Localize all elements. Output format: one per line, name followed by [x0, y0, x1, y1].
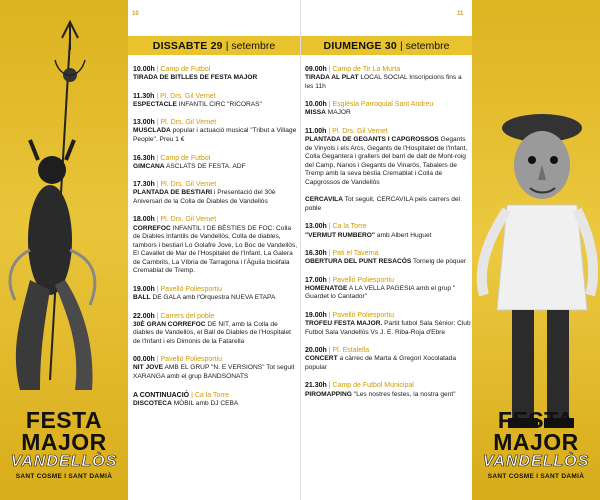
- event-heading: [133, 285, 299, 294]
- event-description: Partit futbol Sala Sènior: Club Futbol Sala Vandellòs Vs J. E. Riba-Roja d'Ebre: [305, 320, 471, 336]
- event-heading: [133, 215, 299, 224]
- sunday-day-title: DIUMENGE 30: [323, 39, 397, 52]
- event-place: Pavelló Poliesportiu: [160, 285, 222, 293]
- event-body: [133, 189, 299, 206]
- event-time: 00.00h: [133, 356, 155, 364]
- event-title: CORREFOC: [133, 224, 171, 232]
- event-title: NIT JOVE: [133, 364, 164, 372]
- event-place: Pavelló Poliesportiu: [332, 312, 394, 319]
- event-body: [305, 136, 471, 187]
- event-description: a càrrec de Marta & Gregori Xocolatada popular: [305, 355, 456, 371]
- event-item: [133, 92, 299, 110]
- event-title: TIRADA DE BITLLES DE FESTA MAJOR: [133, 74, 258, 82]
- logo-festa: FESTA: [25, 407, 103, 434]
- event-heading: [133, 92, 299, 101]
- event-body: [133, 163, 299, 172]
- event-item: [133, 312, 299, 347]
- logo-major: MAJOR: [493, 429, 579, 456]
- event-body: [133, 101, 299, 110]
- saturday-day-title: DISSABTE 29: [152, 39, 223, 52]
- event-body: [305, 196, 471, 213]
- header-separator: |: [225, 39, 229, 52]
- event-place: Pl. Drs. Gil Vernet: [160, 216, 217, 224]
- event-item: [305, 222, 471, 240]
- logo-saints: SANT COSME I SANT DAMIÀ: [15, 473, 113, 480]
- event-title: MISSA: [305, 109, 326, 117]
- event-separator: |: [326, 250, 333, 258]
- logo-major: MAJOR: [21, 429, 107, 456]
- event-place: Pl. Estalella: [332, 347, 370, 355]
- event-time: 16.30h: [133, 154, 155, 162]
- event-description: Tot seguit, CERCAVILA pels carrers del poble: [305, 196, 461, 212]
- event-place: Camp de Tir La Murta: [332, 66, 401, 73]
- sunday-month: setembre: [405, 39, 450, 52]
- page-number-left: 10: [132, 11, 139, 17]
- event-time: 10.00h: [133, 66, 155, 73]
- event-heading: [305, 381, 471, 390]
- event-body: [305, 285, 471, 302]
- event-heading: [133, 180, 299, 189]
- event-title: ESPECTACLE: [133, 100, 177, 108]
- event-heading: [305, 276, 471, 285]
- event-heading: [305, 127, 471, 136]
- event-description: DE GALA amb l'Orquestra NUEVA ETAPA: [152, 293, 276, 301]
- event-title: GIMCANA: [133, 162, 165, 170]
- event-heading: [133, 391, 299, 400]
- event-separator: |: [154, 154, 161, 162]
- event-place: Pl. Drs. Gil Vernet: [332, 127, 388, 135]
- event-time: 17.30h: [133, 181, 155, 189]
- event-place: Església Parroquial Sant Andreu: [332, 101, 434, 109]
- event-time: A CONTINUACIÓ: [133, 391, 190, 399]
- event-separator: |: [154, 285, 161, 293]
- event-separator: |: [154, 312, 161, 320]
- event-description: MÒBIL amb DJ CEBA: [173, 399, 239, 407]
- event-title: 30È GRAN CORREFOC: [133, 320, 206, 328]
- event-description: AMB EL GRUP "N. E VERSIONS" Tot seguit XARANGA amb el grup BANDSONATS: [133, 364, 295, 380]
- event-description: popular i actuació musical "Tribut a Village People". Preu 1 €: [133, 127, 297, 143]
- event-item: [133, 180, 299, 206]
- event-item: [305, 311, 471, 337]
- event-separator: |: [326, 223, 333, 231]
- festa-major-logo-right: [474, 407, 598, 480]
- event-body: [305, 109, 471, 118]
- event-place: Pl. Drs. Gil Vernet: [160, 119, 217, 127]
- event-description: INFANTIL I DE BÈSTIES DE FOC: Colla de Diables Infantils de Vandellòs, Colla de diables, tambors i bestiari Lo Golafre Jove, Lo Boc de Vandellòs, El Cavallet de Mar de l'Hospitalet de l'Infant, La Galera de Cambrils, La Víbria de Tarragona i l'Àguila bicèfala Cremablat de Tremp.: [133, 224, 298, 275]
- event-separator: |: [326, 382, 333, 390]
- event-body: [305, 355, 471, 372]
- event-heading: [133, 118, 299, 127]
- event-time: 13.00h: [305, 223, 327, 231]
- event-separator: |: [326, 127, 333, 135]
- logo-vandellos: VANDELLÒS: [10, 453, 118, 470]
- event-description: amb Albert Huguet: [376, 231, 432, 239]
- event-body: [133, 294, 299, 303]
- event-description: ASCLATS DE FESTA. ADF: [165, 162, 246, 170]
- event-heading: [305, 222, 471, 231]
- event-place: Carrers del poble: [160, 312, 215, 320]
- logo-festa: FESTA: [497, 407, 575, 434]
- event-title: CERCAVILA: [305, 196, 343, 204]
- event-description: A LA VELLA PAGESIA amb el grup " Guardet lo Cantador": [305, 284, 456, 301]
- event-time: 11.00h: [305, 127, 327, 135]
- event-time: 21.30h: [305, 382, 327, 390]
- event-body: [133, 225, 299, 276]
- event-item: [305, 196, 471, 213]
- event-heading: [305, 65, 471, 74]
- event-separator: |: [326, 101, 333, 109]
- event-time: 16.30h: [305, 250, 327, 258]
- page-number-right: 11: [457, 11, 464, 17]
- event-separator: |: [154, 66, 161, 73]
- event-time: 11.30h: [133, 92, 155, 100]
- event-separator: |: [154, 356, 161, 364]
- event-title: DISCOTECA: [133, 399, 172, 407]
- event-body: [133, 400, 299, 409]
- event-description: Gegants de Vinyols i els Arcs, Gegants de l'Hospitalet de l'Infant, Colla Gegantera i grallers del barri de dalt de Mont-roig del Camp, Nanos i Gegants de Vinaròs, Tabalers de Tremp amb la seva bèstia Cremablat i Colla de Capgrossos de Vandellòs: [305, 135, 468, 186]
- event-item: [305, 127, 471, 187]
- event-item: [305, 249, 471, 267]
- event-heading: [133, 312, 299, 321]
- event-time: 22.00h: [133, 312, 155, 320]
- logo-vandellos: VANDELLÒS: [482, 453, 590, 470]
- event-item: [133, 154, 299, 172]
- saturday-header: [128, 36, 300, 55]
- event-body: [133, 321, 299, 347]
- event-item: [305, 100, 471, 118]
- event-title: "VERMUT RUMBERO": [305, 231, 375, 239]
- event-place: Camp de Futbol: [160, 66, 211, 73]
- event-body: [305, 232, 471, 241]
- festa-major-logo-left: [2, 407, 126, 480]
- event-description: INFANTIL CIRC "RICORAS": [178, 100, 262, 108]
- event-title: CONCERT: [305, 355, 338, 363]
- event-separator: |: [154, 216, 161, 224]
- event-time: 18.00h: [133, 216, 155, 224]
- event-time: 13.00h: [133, 119, 155, 127]
- event-title: PIROMAPPING: [305, 390, 352, 398]
- event-separator: |: [154, 181, 161, 189]
- event-separator: |: [326, 347, 333, 355]
- event-heading: [133, 355, 299, 364]
- event-item: [133, 285, 299, 303]
- event-description: i Presentació del 30è Aniversari de la Colla de Diables de Vandellòs: [133, 189, 276, 205]
- event-time: 20.00h: [305, 347, 327, 355]
- event-item: [133, 215, 299, 275]
- event-body: [305, 74, 471, 91]
- event-body: [133, 127, 299, 144]
- event-item: [305, 381, 471, 399]
- event-description: MAJOR: [327, 109, 351, 117]
- event-title: OBERTURA DEL PUNT RESACÓS: [305, 258, 412, 266]
- sunday-event-list: [305, 65, 471, 408]
- saturday-event-list: [133, 65, 299, 417]
- event-title: TIRADA AL PLAT: [305, 74, 359, 82]
- event-description: LOCAL SOCIAL Inscripcions fins a les 11h: [305, 74, 462, 90]
- event-heading: [133, 65, 299, 74]
- event-heading: [133, 154, 299, 163]
- event-item: [305, 276, 471, 302]
- event-item: [305, 65, 471, 91]
- saturday-month: setembre: [231, 39, 276, 52]
- event-title: BALL: [133, 293, 151, 301]
- event-title: MUSCLADA: [133, 127, 171, 135]
- event-separator: |: [326, 276, 333, 284]
- event-title: PLANTADA DE GEGANTS I CAPGROSSOS: [305, 135, 439, 143]
- event-place: Ca la Torre: [194, 391, 229, 399]
- event-item: [133, 355, 299, 381]
- event-time: 17.00h: [305, 276, 327, 284]
- event-item: [133, 65, 299, 83]
- event-time: 09.00h: [305, 66, 327, 73]
- event-time: 19.00h: [133, 285, 155, 293]
- event-body: [133, 74, 299, 83]
- event-time: 10.00h: [305, 101, 327, 109]
- event-place: Ca la Torre: [332, 223, 367, 231]
- event-separator: |: [189, 391, 195, 399]
- event-heading: [305, 100, 471, 109]
- event-description: DE NIT, amb la Colla de diables de Vandellòs, el Ball de Diables de l'Hospitalet de l'Infant i els Dimonis de la Fatarella: [133, 320, 292, 345]
- event-heading: [305, 249, 471, 258]
- event-description: Torneig de pòquer: [412, 258, 467, 266]
- devil-dancer-figure: [0, 20, 128, 420]
- event-item: [305, 346, 471, 372]
- event-place: Pavelló Poliesportiu: [160, 356, 222, 364]
- event-place: Pl. Drs. Gil Vernet: [160, 181, 217, 189]
- event-body: [305, 320, 471, 337]
- event-title: HOMENATGE: [305, 284, 348, 292]
- event-body: [133, 364, 299, 381]
- event-title: PLANTADA DE BESTIARI: [133, 189, 213, 197]
- sunday-header: [301, 36, 472, 55]
- event-separator: |: [326, 66, 333, 73]
- event-title: TROFEU FESTA MAJOR.: [305, 320, 383, 328]
- event-time: 19.00h: [305, 312, 327, 319]
- capgros-giant-head-figure: [472, 110, 600, 450]
- event-body: [305, 258, 471, 267]
- event-item: [133, 118, 299, 144]
- event-heading: [305, 311, 471, 320]
- event-place: Pati el Taverna: [332, 250, 379, 258]
- event-place: Pl. Drs. Gil Vernet: [160, 92, 216, 100]
- event-item: [133, 391, 299, 409]
- event-heading: [305, 346, 471, 355]
- event-place: Camp de Futbol: [160, 154, 211, 162]
- header-separator: |: [399, 39, 403, 52]
- event-separator: |: [154, 119, 161, 127]
- event-separator: |: [154, 92, 161, 100]
- event-place: Pavelló Poliesportiu: [332, 276, 394, 284]
- event-place: Camp de Futbol Municipal: [332, 382, 414, 390]
- event-body: [305, 391, 471, 400]
- event-separator: |: [326, 312, 333, 319]
- logo-saints: SANT COSME I SANT DAMIÀ: [487, 473, 585, 480]
- event-description: "Les nostres festes, la nostra gent": [353, 390, 456, 398]
